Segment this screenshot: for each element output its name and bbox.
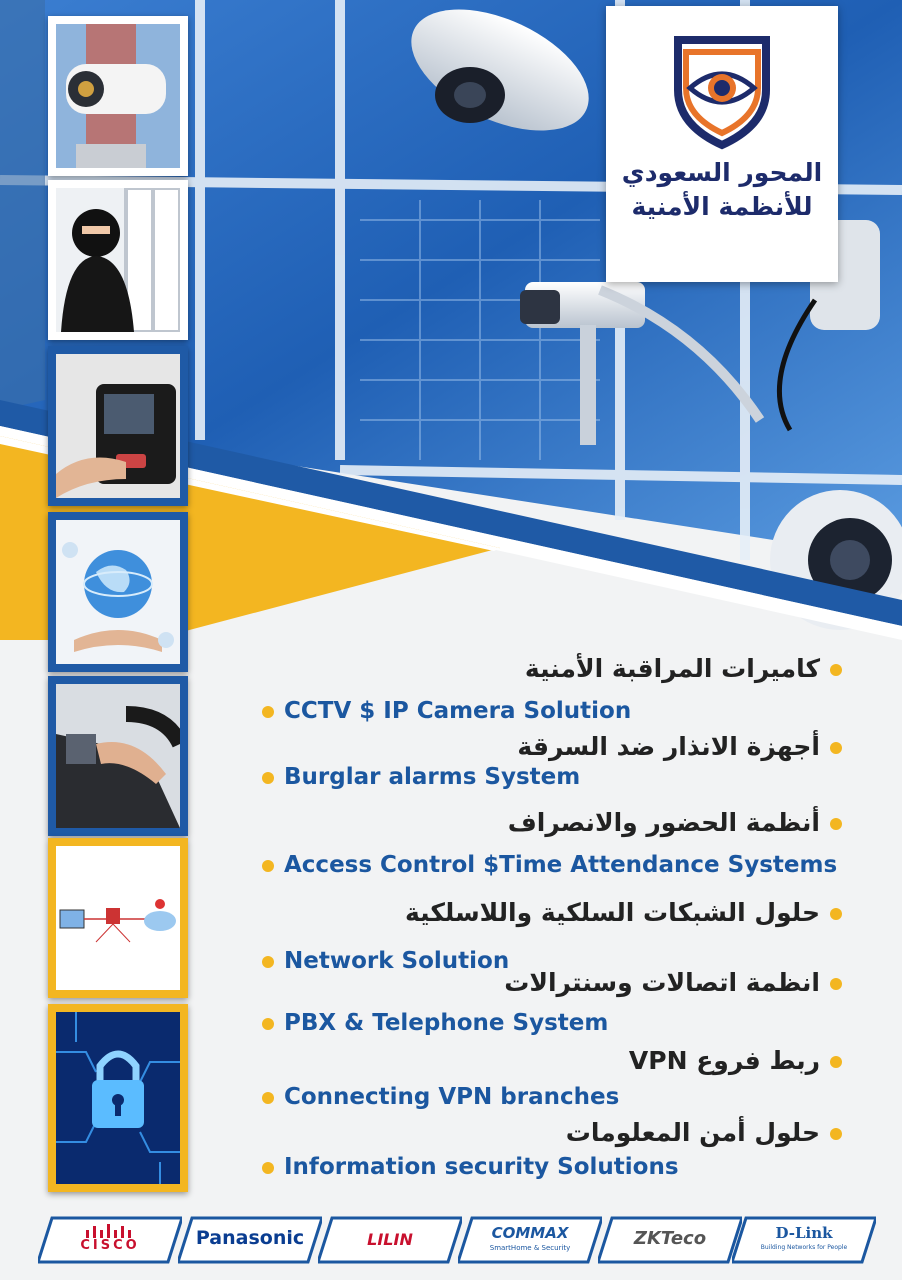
brand-name: D-Link [775, 1224, 833, 1242]
service-ar-text: حلول أمن المعلومات [565, 1118, 820, 1147]
service-ar-text: انظمة اتصالات وسنترالات [504, 968, 820, 997]
service-ar-burglar [517, 732, 842, 761]
thumbnail-burglar [48, 180, 188, 340]
brand-logos-strip [38, 1216, 878, 1266]
bullet-icon [262, 1092, 274, 1104]
fingerprint-terminal-icon [56, 354, 180, 498]
bullet-icon [830, 742, 842, 754]
brand-tagline: Building Networks for People [760, 1244, 848, 1251]
bullet-icon [262, 1018, 274, 1030]
brand-name: Panasonic [195, 1227, 305, 1249]
service-ar-access [508, 808, 842, 837]
service-ar-text: كاميرات المراقبة الأمنية [524, 654, 820, 683]
brand-name: LILIN [367, 1230, 413, 1249]
brand-commax [458, 1216, 602, 1264]
thumbnail-network [48, 838, 188, 998]
service-en-text: Network Solution [284, 948, 510, 974]
service-ar-vpn [629, 1046, 842, 1075]
service-en-text: Access Control $Time Attendance Systems [284, 852, 838, 878]
service-en-text: Connecting VPN branches [284, 1084, 620, 1110]
bullet-icon [262, 860, 274, 872]
company-name-line2: للأنظمة الأمنية [631, 192, 813, 221]
cctv-camera-icon [56, 24, 180, 168]
thumbnail-cctv [48, 16, 188, 176]
bullet-icon [262, 772, 274, 784]
service-ar-text: أنظمة الحضور والانصراف [507, 808, 820, 837]
service-en-text: PBX & Telephone System [284, 1010, 609, 1036]
service-ar-cctv [525, 654, 842, 683]
service-en-text: Information security Solutions [284, 1154, 679, 1180]
brand-panasonic [178, 1216, 322, 1264]
globe-network-icon [56, 520, 180, 664]
thumbnail-fingerprint [48, 346, 188, 506]
service-en-cctv [262, 698, 631, 724]
brand-dlink [732, 1216, 876, 1264]
bullet-icon [830, 908, 842, 920]
thumbnail-globe [48, 512, 188, 672]
service-ar-text: حلول الشبكات السلكية واللاسلكية [404, 898, 820, 927]
security-lock-icon [56, 1012, 180, 1184]
burglar-icon [56, 188, 180, 332]
service-ar-text: ربط فروع VPN [628, 1046, 820, 1075]
brand-lilin [318, 1216, 462, 1264]
brand-zkteco [598, 1216, 742, 1264]
brand-name: ZKTeco [633, 1228, 707, 1249]
brand-name: COMMAX [491, 1224, 569, 1242]
company-logo [606, 6, 838, 282]
service-en-infosec [262, 1154, 679, 1180]
service-en-access [262, 852, 837, 878]
thumbnail-telephone [48, 676, 188, 836]
bullet-icon [262, 1162, 274, 1174]
telephone-icon [56, 684, 180, 828]
bullet-icon [830, 664, 842, 676]
service-en-vpn [262, 1084, 619, 1110]
service-en-pbx [262, 1010, 608, 1036]
service-ar-infosec [566, 1118, 842, 1147]
brand-name: CISCO [80, 1238, 140, 1253]
bullet-icon [262, 706, 274, 718]
cisco-bars-icon [84, 1224, 138, 1238]
bullet-icon [830, 818, 842, 830]
brand-tagline: SmartHome & Security [489, 1244, 571, 1252]
bullet-icon [830, 978, 842, 990]
company-name-line1: المحور السعودي [621, 158, 823, 187]
bullet-icon [830, 1056, 842, 1068]
bullet-icon [830, 1128, 842, 1140]
eye-shield-icon [668, 30, 776, 150]
service-ar-network [405, 898, 842, 927]
thumbnail-lock [48, 1004, 188, 1192]
service-ar-pbx [504, 968, 842, 997]
brand-cisco [38, 1216, 182, 1264]
service-en-text: CCTV $ IP Camera Solution [284, 698, 632, 724]
bullet-icon [262, 956, 274, 968]
service-en-text: Burglar alarms System [284, 764, 581, 790]
service-en-burglar [262, 764, 580, 790]
service-en-network [262, 948, 509, 974]
network-diagram-icon [56, 846, 180, 990]
service-ar-text: أجهزة الانذار ضد السرقة [517, 732, 820, 761]
